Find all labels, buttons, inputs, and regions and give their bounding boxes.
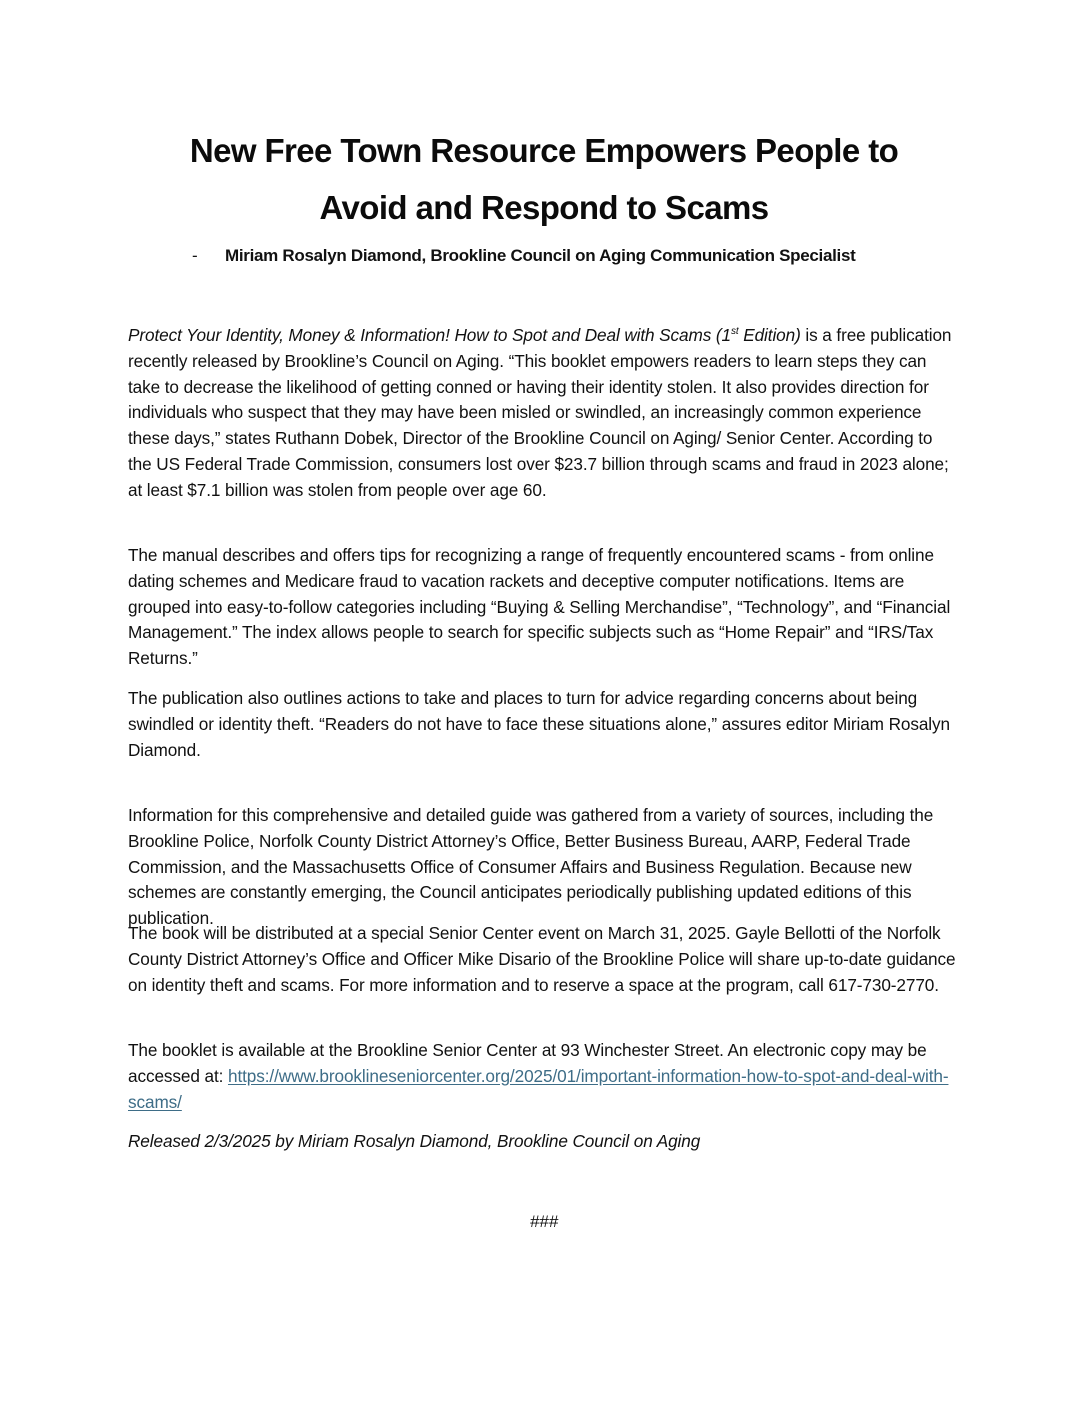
end-mark: ### (529, 1212, 559, 1231)
paragraph-intro (128, 323, 958, 504)
booklet-link[interactable]: https://www.brooklineseniorcenter.org/2025/01/important-information-how-to-spot-and-deal-with-scams/ (128, 1065, 949, 1112)
byline (192, 244, 952, 268)
paragraph-availability-text: The booklet is available at the Brookline Senior Center at 93 Winchester Street. An electronic copy may be accessed at: (128, 1040, 927, 1086)
byline-author: Miriam Rosalyn Diamond, Brookline Council on Aging Communication Specialist (225, 246, 856, 265)
page-title-line-2: Avoid and Respond to Scams (319, 189, 769, 226)
publication-title: Protect Your Identity, Money & Information! How to Spot and Deal with Scams (1 (128, 325, 731, 345)
release-note: Released 2/3/2025 by Miriam Rosalyn Diamond, Brookline Council on Aging (128, 1131, 701, 1151)
publication-title-end: Edition) (738, 325, 801, 345)
edition-superscript: st (730, 326, 739, 337)
paragraph-intro-text: is a free publication recently released by Brookline’s Council on Aging. “This booklet empowers readers to learn steps they can take to decrease the likelihood of getting conned or having their identity stolen. It also provides direction for individuals who suspect that they may have been misled or swindled, an increasingly common experience these days,” states Ruthann Dobek, Director of the Brookline Council on Aging/ Senior Center. According to the US Federal Trade Commission, consumers lost over $23.7 billion through scams and fraud in 2023 alone; at least $7.1 billion was stolen from people over age 60. (128, 325, 952, 500)
paragraph-sources: Information for this comprehensive and detailed guide was gathered from a variety of sources, including the Brookline Police, Norfolk County District Attorney’s Office, Better Business Bureau, AARP, Federal Trade Commission, and the Massachusetts Office of Consumer Affairs and Business Regulation. Because new schemes are constantly emerging, the Council anticipates periodically publishing updated editions of this publication. (128, 805, 934, 929)
paragraph-availability (128, 1038, 958, 1115)
page-title-line-1: New Free Town Resource Empowers People to (189, 132, 899, 169)
paragraph-publication: The publication also outlines actions to take and places to turn for advice regarding concerns about being swindled or identity theft. “Readers do not have to face these situations alone,” assures editor Miriam Rosalyn Diamond. (128, 688, 950, 760)
paragraph-event: The book will be distributed at a special Senior Center event on March 31, 2025. Gayle Bellotti of the Norfolk County District Attorney’s Office and Officer Mike Disario of the Brookline Police will share up-to-date guidance on identity theft and scams. For more information and to reserve a space at the program, call 617-730-2770. (128, 923, 956, 995)
paragraph-manual: The manual describes and offers tips for recognizing a range of frequently encountered scams - from online dating schemes and Medicare fraud to vacation rackets and deceptive computer notifications. Items are grouped into easy-to-follow categories including “Buying & Selling Merchandise”, “Technology”, and “Financial Management.” The index allows people to search for specific subjects such as “Home Repair” and “IRS/Tax Returns.” (128, 545, 951, 669)
byline-dash: - (192, 246, 198, 265)
